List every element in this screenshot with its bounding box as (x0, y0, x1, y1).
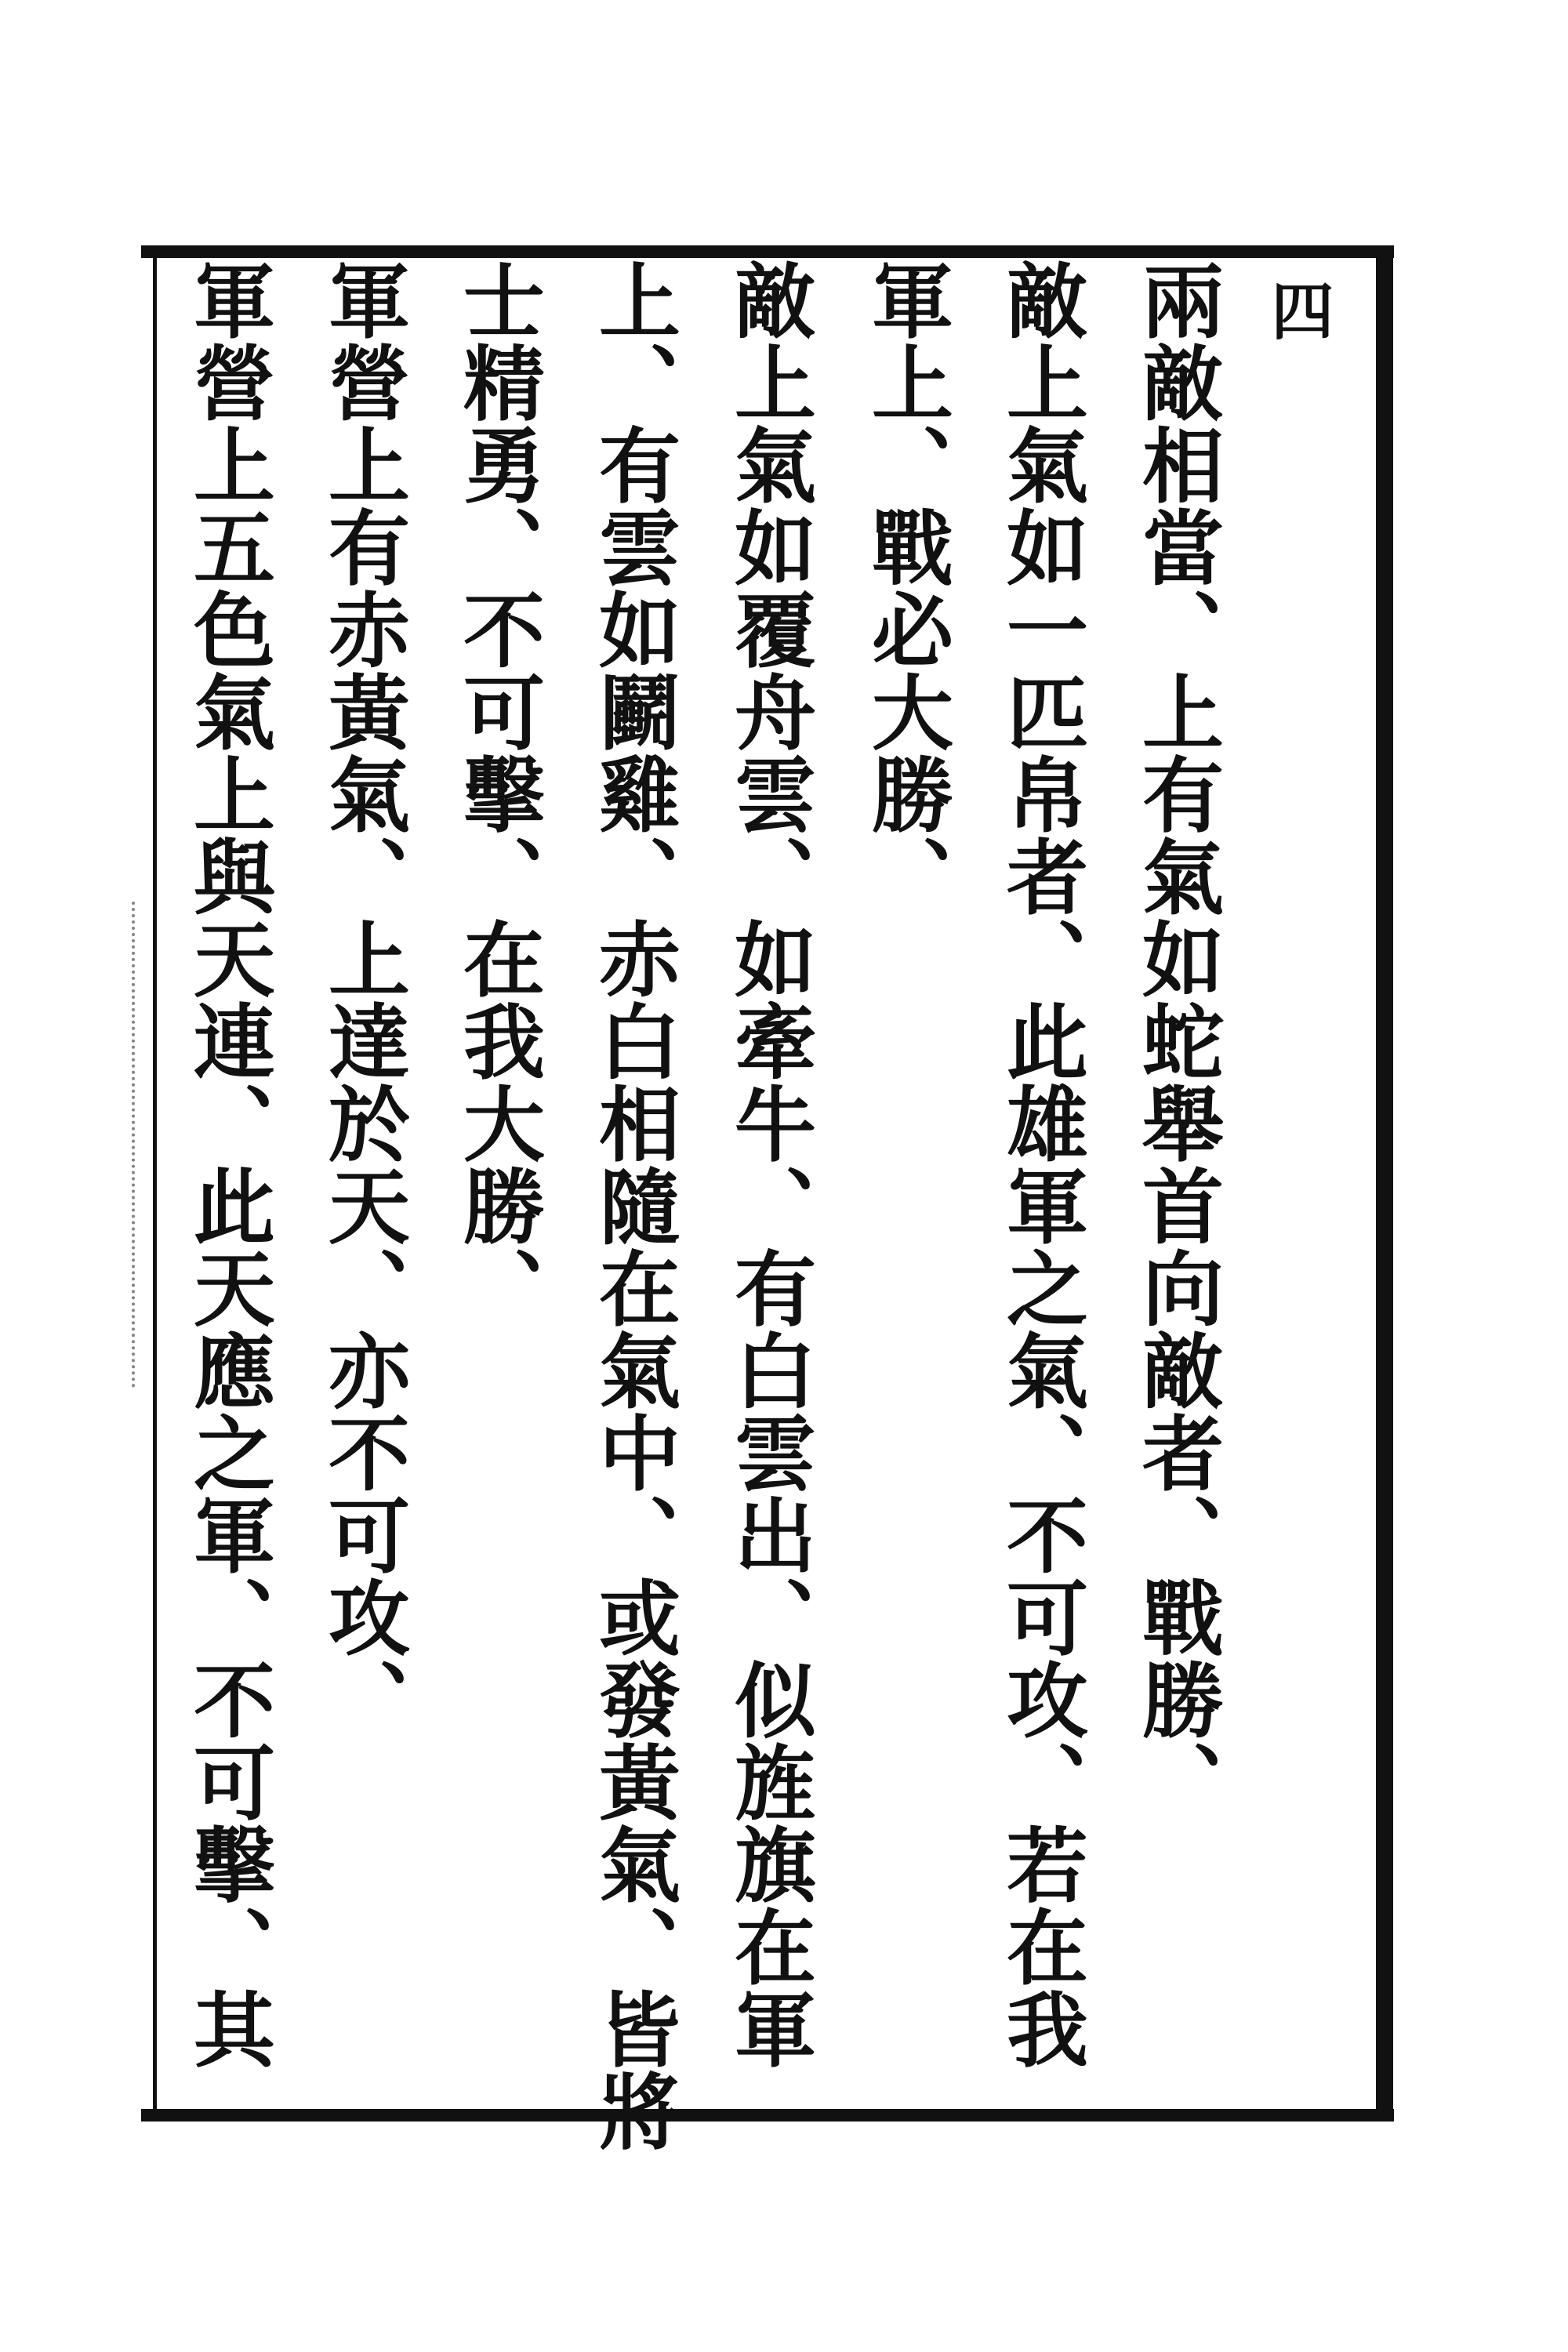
text-column-5: 上、有雲如鬬雞、赤白相隨在氣中、或發黃氣、皆將 (585, 259, 681, 2152)
page-folio-number: 四 (1261, 278, 1334, 341)
frame-bottom-border (141, 2109, 1394, 2122)
text-column-8: 軍營上五色氣上與天連、此天應之軍、不可擊、其 (180, 259, 276, 2070)
frame-left-border (153, 245, 157, 2122)
text-column-4: 敵上氣如覆舟雲、如牽牛、有白雲出、似旌旗在軍 (720, 259, 817, 2070)
frame-top-border (141, 245, 1394, 258)
text-column-6: 士精勇、不可擊、在我大勝、 (449, 259, 546, 1329)
text-column-1: 兩敵相當、上有氣如蛇舉首向敵者、戰勝、 (1128, 259, 1225, 1823)
text-column-7: 軍營上有赤黃氣、上達於天、亦不可攻、 (314, 259, 411, 1740)
frame-right-border (1376, 245, 1393, 2122)
text-column-2: 敵上氣如一匹帛者、此雄軍之氣、不可攻、若在我 (993, 259, 1089, 2070)
text-column-3: 軍上、戰必大勝、 (858, 259, 954, 917)
fold-line-mark (132, 902, 140, 1388)
